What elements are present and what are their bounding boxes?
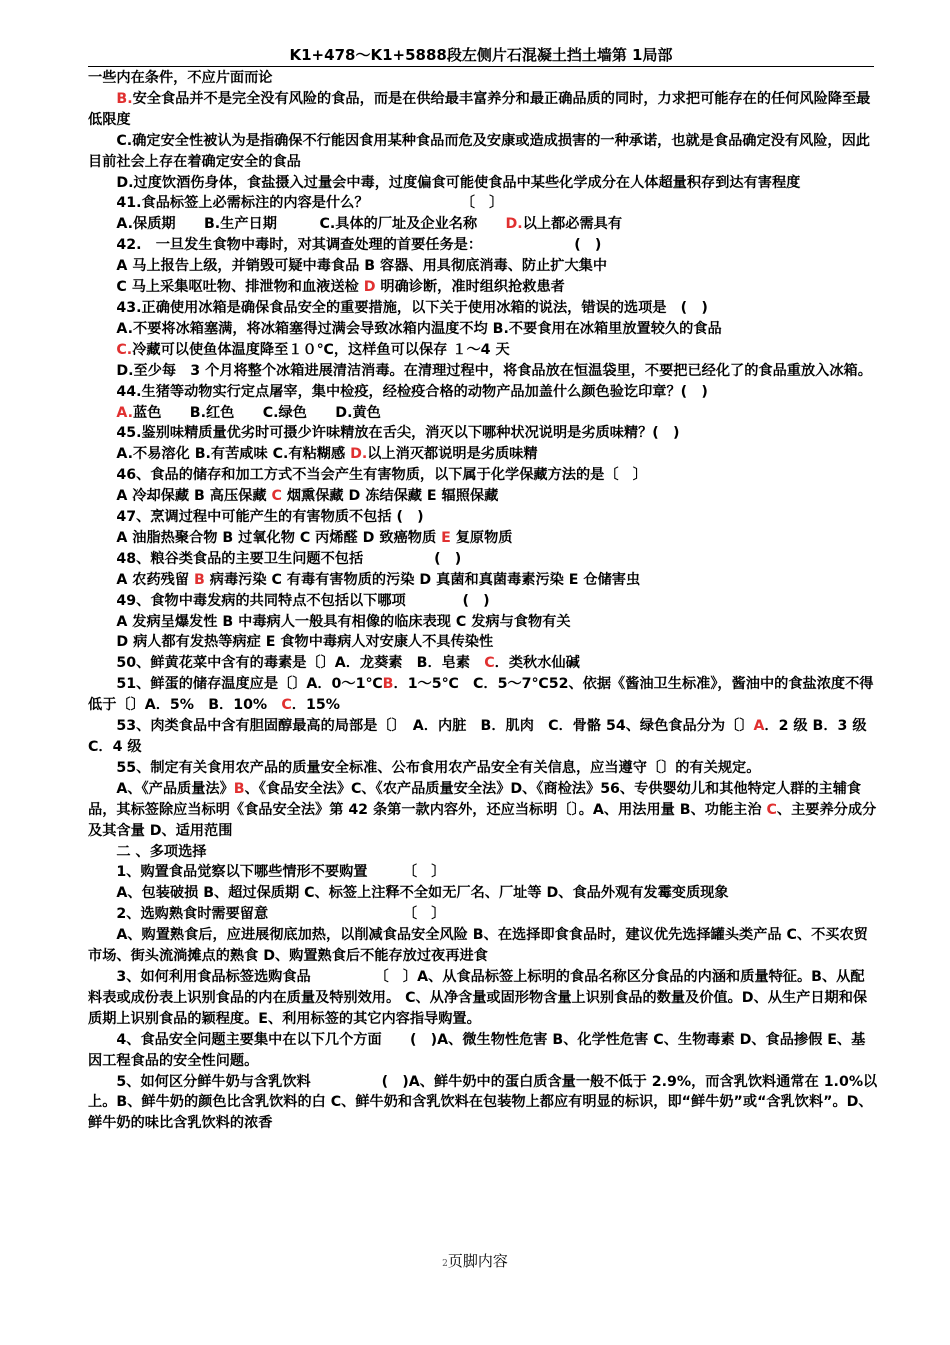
text-run: 以上消灭都说明是劣质味精 bbox=[367, 446, 538, 463]
answer-marker: C bbox=[281, 697, 292, 714]
paragraph bbox=[88, 904, 878, 925]
paragraph bbox=[88, 382, 878, 403]
paragraph bbox=[88, 403, 878, 424]
text-run: 复原物质 bbox=[450, 529, 513, 546]
answer-marker: C. bbox=[116, 341, 133, 358]
text-run: 3、如何利用食品标签选购食品 〔 〕A、从食品标签上标明的食品名称区分食品的内涵和质量特征。B、从配料表或成份表上识别食品的内在质量及特别效用。 C、从净含量或固形物含量上识别食品的数量及价值。D、从生产日期和保质期上识别食品的颖程度。E、利用标签的其它内容指导购置。 bbox=[88, 968, 868, 1027]
text-run: D.过度饮酒伤身体，食盐摄入过量会中毒，过度偏食可能使食品中某些化学成分在人体超量积存到达有害程度 bbox=[116, 174, 801, 191]
document-body bbox=[88, 68, 878, 1134]
text-run: 47、烹调过程中可能产生的有害物质不包括 ( ) bbox=[116, 509, 424, 526]
answer-marker: D. bbox=[505, 216, 523, 233]
answer-marker: B bbox=[382, 676, 394, 693]
paragraph bbox=[88, 528, 878, 549]
answer-marker: B. bbox=[116, 90, 133, 107]
text-run: 冷藏可以使鱼体温度降至１０℃，这样鱼可以保存 １～4 天 bbox=[132, 341, 510, 358]
paragraph bbox=[88, 444, 878, 465]
paragraph bbox=[88, 925, 878, 967]
paragraph bbox=[88, 591, 878, 612]
answer-marker: D bbox=[363, 279, 376, 296]
text-run: ．类秋水仙碱 bbox=[494, 655, 580, 672]
text-run: 46、食品的储存和加工方式不当会产生有害物质，以下属于化学保藏方法的是〔 〕 bbox=[116, 467, 647, 484]
answer-marker: D. bbox=[350, 446, 368, 463]
text-run: A 冷却保藏 B 高压保藏 bbox=[116, 488, 272, 505]
page-footer bbox=[0, 1250, 950, 1271]
paragraph bbox=[88, 193, 878, 214]
paragraph bbox=[88, 68, 878, 89]
text-run: 41.食品标签上必需标注的内容是什么？ 〔 〕 bbox=[116, 195, 504, 212]
text-run: 51、鲜蛋的储存温度应是〔〕A．0～1℃ bbox=[116, 676, 383, 693]
footer-text: 页脚内容 bbox=[447, 1252, 508, 1270]
text-run: 42. 一旦发生食物中毒时，对其调查处理的首要任务是： ( ) bbox=[116, 237, 602, 254]
page-header: K1+478～K1+5888段左侧片石混凝土挡土墙第 1局部 bbox=[88, 44, 874, 67]
text-run: A.不易溶化 B.有苦咸味 C.有粘糊感 bbox=[116, 446, 351, 463]
text-run: ．2 级 B．3 级 C．4 级 bbox=[88, 718, 867, 755]
text-run: A 油脂热聚合物 B 过氧化物 C 丙烯醛 D 致癌物质 bbox=[116, 529, 442, 546]
text-run: ．1～5℃ C．5～7℃52、依据《酱油卫生标准》，酱油中的食盐浓度不得低于〔〕A．5% B．10% bbox=[88, 676, 874, 714]
text-run: D 病人都有发热等病症 E 食物中毒病人对安康人不具传染性 bbox=[116, 634, 494, 651]
paragraph bbox=[88, 842, 878, 863]
text-run: 44.生猪等动物实行定点屠宰，集中检疫，经检疫合格的动物产品加盖什么颜色验讫印章？( ) bbox=[116, 383, 708, 400]
text-run: 43.正确使用冰箱是确保食品安全的重要措施，以下关于使用冰箱的说法，错误的选项是 ( ) bbox=[116, 299, 708, 316]
text-run: A 马上报告上级，并销毁可疑中毒食品 B 容器、用具彻底消毒、防止扩大集中 bbox=[116, 258, 608, 275]
text-run: D.至少每 3 个月将整个冰箱进展清洁消毒。在清理过程中，将食品放在恒温袋里，不要把已经化了的食品重放入冰箱。 bbox=[116, 362, 872, 379]
paragraph bbox=[88, 89, 878, 131]
paragraph bbox=[88, 716, 878, 758]
paragraph bbox=[88, 423, 878, 444]
text-run: 4、食品安全问题主要集中在以下几个方面 ( )A、微生物性危害 B、化学性危害 C、生物毒素 D、食品掺假 E、基因工程食品的安全性问题。 bbox=[88, 1031, 866, 1069]
text-run: 50、鲜黄花菜中含有的毒素是〔〕A．龙葵素 B．皂素 bbox=[116, 655, 485, 672]
paragraph bbox=[88, 549, 878, 570]
answer-marker: A. bbox=[116, 404, 134, 421]
paragraph bbox=[88, 131, 878, 173]
text-run: 5、如何区分鲜牛奶与含乳饮料 ( )A、鲜牛奶中的蛋白质含量一般不低于 2.9%，而含乳饮料通常在 1.0%以上。B、鲜牛奶的颜色比含乳饮料的白 C、鲜牛奶和含乳饮料在包装物上都应有明显的标识，即“鲜牛奶”或“含乳饮料”。D、鲜牛奶的味比含乳饮料的浓香 bbox=[88, 1073, 878, 1132]
text-run: A 发病呈爆发性 B 中毒病人一般具有相像的临床表现 C 发病与食物有关 bbox=[116, 613, 571, 630]
text-run: 安全食品并不是完全没有风险的食品，而是在供给最丰富养分和最正确品质的同时，力求把可能存在的任何风险降至最低限度 bbox=[88, 90, 871, 128]
paragraph bbox=[88, 361, 878, 382]
paragraph bbox=[88, 340, 878, 361]
paragraph bbox=[88, 779, 878, 842]
paragraph bbox=[88, 507, 878, 528]
text-run: 53、肉类食品中含有胆固醇最高的局部是〔〕 A．内脏 B．肌肉 C．骨骼 54、绿色食品分为〔〕 bbox=[116, 718, 754, 735]
answer-marker: E bbox=[441, 529, 451, 546]
text-run: A 农药残留 bbox=[116, 571, 194, 588]
text-run: 、主要养分成分及其含量 D、适用范围 bbox=[88, 801, 877, 839]
paragraph bbox=[88, 235, 878, 256]
text-run: 明确诊断，准时组织抢救患者 bbox=[375, 279, 565, 296]
paragraph bbox=[88, 653, 878, 674]
paragraph bbox=[88, 632, 878, 653]
text-run: 48、粮谷类食品的主要卫生问题不包括 ( ) bbox=[116, 550, 462, 567]
answer-marker: C bbox=[271, 488, 282, 505]
text-run: 2、选购熟食时需要留意 〔 〕 bbox=[116, 906, 446, 923]
answer-marker: A bbox=[753, 718, 765, 735]
text-run: 一些内在条件，不应片面而论 bbox=[88, 70, 273, 86]
text-run: A.不要将冰箱塞满，将冰箱塞得过满会导致冰箱内温度不均 B.不要食用在冰箱里放置较久的食品 bbox=[116, 320, 722, 337]
text-run: 、《食品安全法》C、《农产品质量安全法》D、《商检法》56、专供婴幼儿和其他特定人群的主辅食品，其标签除应当标明《食品安全法》第 42 条第一款内容外，还应当标明〔〕。A、用法用量 B、功能主治 bbox=[88, 780, 862, 818]
paragraph bbox=[88, 612, 878, 633]
text-run: 1、购置食品觉察以下哪些情形不要购置 〔 〕 bbox=[116, 864, 446, 881]
paragraph bbox=[88, 277, 878, 298]
paragraph bbox=[88, 319, 878, 340]
answer-marker: C bbox=[766, 801, 777, 818]
paragraph bbox=[88, 298, 878, 319]
paragraph bbox=[88, 214, 878, 235]
paragraph bbox=[88, 862, 878, 883]
text-run: 烟熏保藏 D 冻结保藏 E 辐照保藏 bbox=[281, 488, 499, 505]
paragraph bbox=[88, 173, 878, 194]
paragraph bbox=[88, 1072, 878, 1135]
answer-marker: C bbox=[484, 655, 495, 672]
paragraph bbox=[88, 570, 878, 591]
text-run: 49、食物中毒发病的共同特点不包括以下哪项 ( ) bbox=[116, 592, 490, 609]
paragraph bbox=[88, 465, 878, 486]
paragraph bbox=[88, 486, 878, 507]
text-run: ．15% bbox=[291, 697, 340, 714]
text-run: C 马上采集呕吐物、排泄物和血液送检 bbox=[116, 279, 364, 296]
answer-marker: B bbox=[233, 780, 245, 797]
text-run: 45.鉴别味精质量优劣时可摄少许味精放在舌尖，消灭以下哪种状况说明是劣质味精？( ) bbox=[116, 425, 680, 442]
text-run: 55、制定有关食用农产品的质量安全标准、公布食用农产品安全有关信息，应当遵守〔〕的有关规定。 bbox=[116, 759, 761, 776]
paragraph bbox=[88, 967, 878, 1030]
text-run: A、购置熟食后，应进展彻底加热，以削减食品安全风险 B、在选择即食食品时，建议优先选择罐头类产品 C、不买农贸市场、街头流淌摊点的熟食 D、购置熟食后不能存放过夜再进食 bbox=[88, 927, 868, 965]
text-run: C.确定安全性被认为是指确保不行能因食用某种食品而危及安康或造成损害的一种承诺，也就是食品确定没有风险，因此目前社会上存在着确定安全的食品 bbox=[88, 132, 870, 170]
text-run: 以上都必需具有 bbox=[522, 216, 623, 233]
text-run: 二 、多项选择 bbox=[116, 843, 207, 860]
text-run: 病毒污染 C 有毒有害物质的污染 D 真菌和真菌毒素污染 E 仓储害虫 bbox=[204, 571, 641, 588]
paragraph bbox=[88, 758, 878, 779]
paragraph bbox=[88, 256, 878, 277]
text-run: A、包装破损 B、超过保质期 C、标签上注释不全如无厂名、厂址等 D、食品外观有发霉变质现象 bbox=[116, 885, 729, 902]
page-number: 2 bbox=[442, 1259, 448, 1269]
text-run: A.保质期 B.生产日期 C.具体的厂址及企业名称 bbox=[116, 216, 506, 233]
answer-marker: B bbox=[194, 571, 205, 588]
paragraph bbox=[88, 883, 878, 904]
text-run: 蓝色 B.红色 C.绿色 D.黄色 bbox=[133, 404, 381, 421]
paragraph bbox=[88, 674, 878, 716]
text-run: A、《产品质量法》 bbox=[116, 780, 234, 797]
paragraph bbox=[88, 1030, 878, 1072]
